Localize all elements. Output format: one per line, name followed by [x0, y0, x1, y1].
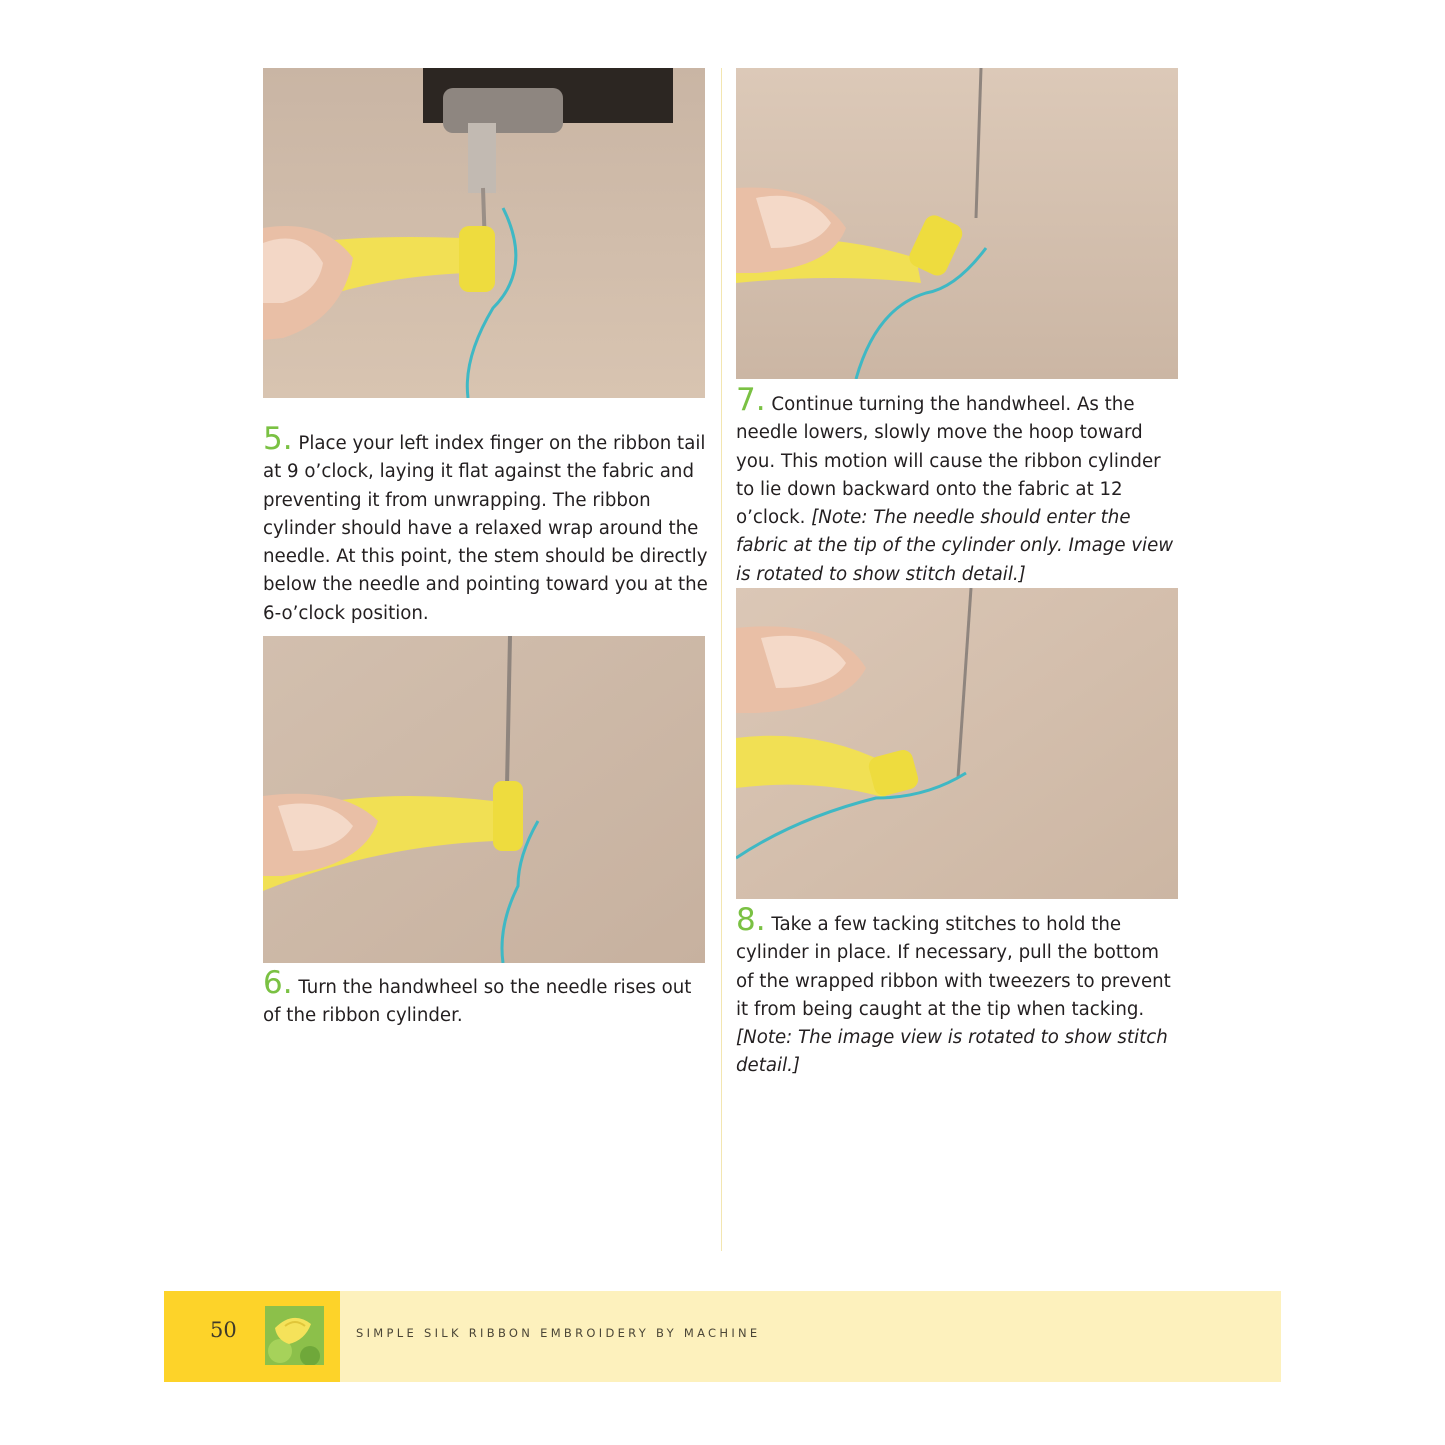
step-5-body: Place your left index finger on the ribbon tail at 9 o’clock, laying it flat against the fabric and preventing it from unwrapping. The ribbon cylinder should have a relaxed wrap around the needle. At this point, the stem should be directly below the needle and pointing toward you at the 6-o’clock position.: [263, 433, 708, 624]
step-7-number: 7.: [736, 382, 766, 418]
step-6-body: Turn the handwheel so the needle rises out of the ribbon cylinder.: [263, 977, 692, 1027]
step-8-text: [736, 902, 1181, 1081]
step-7-note: [Note: The needle should enter the fabric at the tip of the cylinder only. Image view is rotated to show stitch detail.]: [736, 507, 1174, 585]
step-7-body: Continue turning the handwheel. As the needle lowers, slowly move the hoop toward you. This motion will cause the ribbon cylinder to lie down backward onto the fabric at 12 o’clock.: [736, 394, 1161, 529]
step-8-note: [Note: The image view is rotated to show stitch detail.]: [736, 1027, 1168, 1077]
step-8-body: Take a few tacking stitches to hold the cylinder in place. If necessary, pull the bottom of the wrapped ribbon with tweezers to prevent it from being caught at the tip when tacking.: [736, 914, 1171, 1020]
step-6-photo: [263, 636, 705, 963]
step-5-number: 5.: [263, 421, 293, 457]
step-6-number: 6.: [263, 965, 293, 1001]
page-number: 50: [210, 1318, 237, 1342]
step-7-photo: [736, 68, 1178, 379]
step-8-photo: [736, 588, 1178, 899]
step-5-text: [263, 421, 708, 628]
step-7-text: [736, 382, 1181, 589]
footer-ribbon-thumbnail: [265, 1306, 324, 1365]
column-divider: [721, 68, 722, 1251]
step-6-text: [263, 965, 708, 1031]
step-8-number: 8.: [736, 902, 766, 938]
step-5-photo: [263, 68, 705, 398]
running-title: SIMPLE SILK RIBBON EMBROIDERY BY MACHINE: [356, 1326, 761, 1340]
